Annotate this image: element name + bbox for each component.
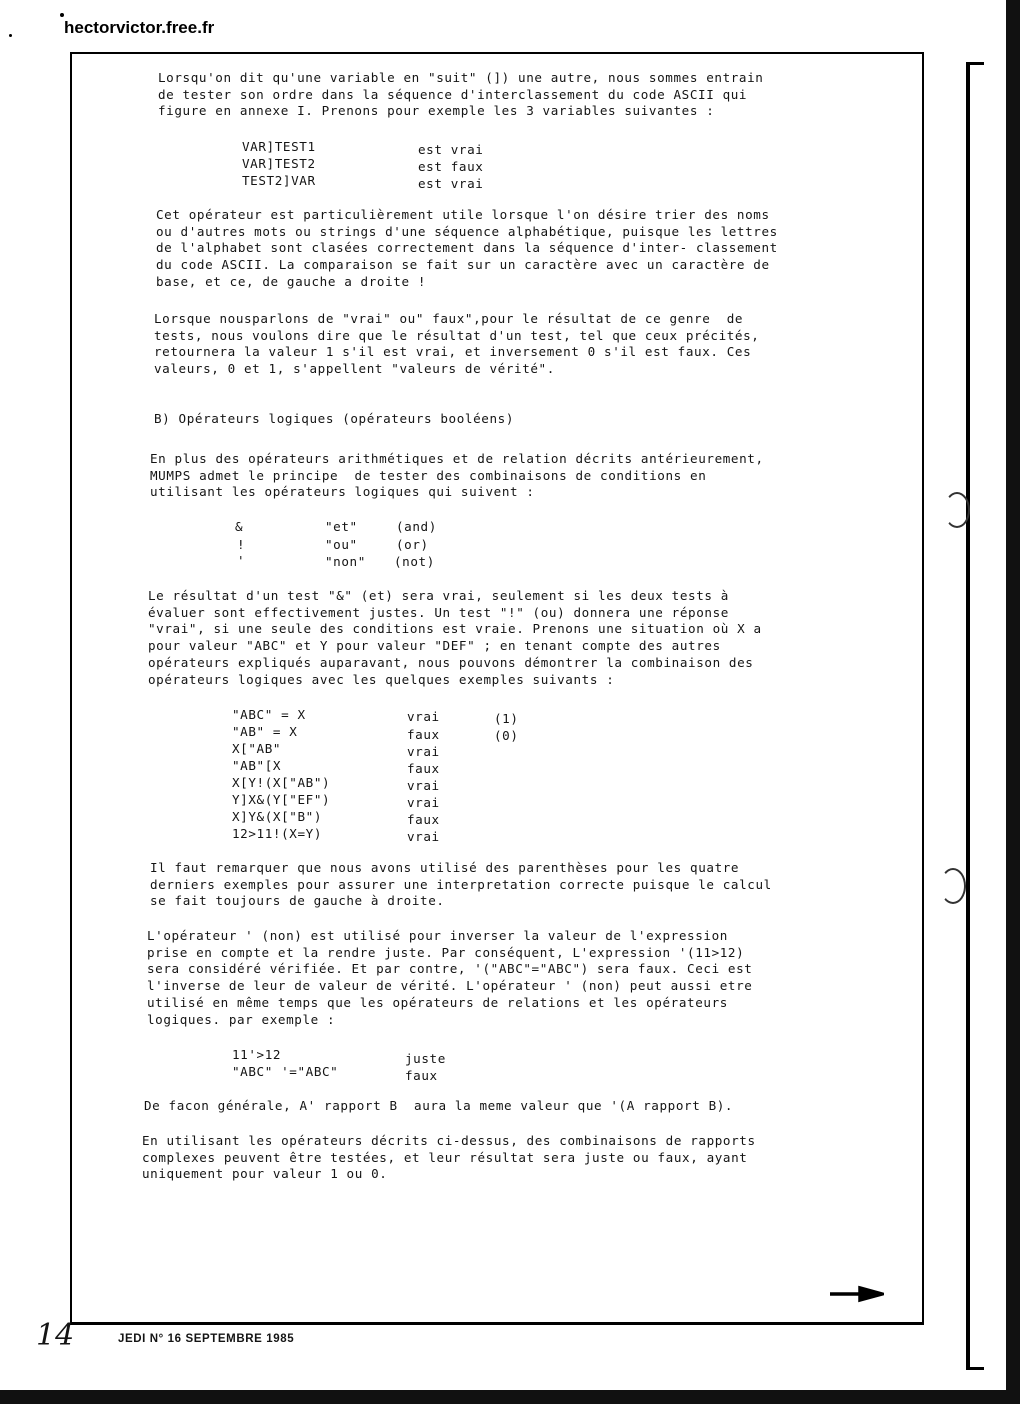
binder-hole-mark <box>944 492 970 528</box>
table-row: (or) <box>396 537 429 552</box>
paragraph-general-rule: De facon générale, A' rapport B aura la meme valeur que '(A rapport B). <box>144 1098 734 1113</box>
table-row: est vrai <box>418 176 484 191</box>
table-row: vrai <box>407 829 440 844</box>
table-row: (0) <box>494 728 519 743</box>
table-row: (and) <box>396 519 437 534</box>
adjacent-page-edge <box>966 62 984 1370</box>
table-row: TEST2]VAR <box>242 173 316 188</box>
table-row: "ABC" '="ABC" <box>232 1064 339 1079</box>
table-row: est faux <box>418 159 484 174</box>
table-row: faux <box>407 812 440 827</box>
table-row: & <box>235 519 244 534</box>
binder-hole-mark <box>940 868 966 904</box>
scan-bottom-edge <box>0 1390 1020 1404</box>
table-row: vrai <box>407 744 440 759</box>
table-row: (1) <box>494 711 519 726</box>
table-row: VAR]TEST2 <box>242 156 316 171</box>
table-row: est vrai <box>418 142 484 157</box>
paragraph-and-or: Le résultat d'un test "&" (et) sera vrai, seulement si les deux tests à évaluer sont effectivement justes. Un test "!" (ou) donnera une réponse "vrai", si une seule des conditions est vraie. Prenons une situation où X a pour valeur "ABC" et Y pour valeur "DEF" ; en tenant compte des autres opérateurs expliqués auparavant, nous pouvons démontrer la combinaison des opérateurs logiques avec les quelques exemples suivants : <box>148 588 762 687</box>
footer-journal: JEDI N° 16 SEPTEMBRE 1985 <box>118 1333 295 1345</box>
paragraph-sorting: Cet opérateur est particulièrement utile lorsque l'on désire trier des noms ou d'autres mots ou strings d'une séquence alphabétique, puisque les lettres de l'alphabet sont clasées correctement dans la séquence d'inter- classement du code ASCII. La comparaison se fait sur un caractère avec un caractère de base, et ce, de gauche a droite ! <box>156 207 778 289</box>
table-row: vrai <box>407 795 440 810</box>
table-row: juste <box>405 1051 446 1066</box>
table-row: X]Y&(X["B") <box>232 809 323 824</box>
speck-dot <box>60 13 64 17</box>
speck-dot <box>9 34 12 37</box>
table-row: "et" <box>325 519 358 534</box>
table-row: faux <box>407 727 440 742</box>
table-row: 12>11!(X=Y) <box>232 826 323 841</box>
table-row: faux <box>407 761 440 776</box>
site-url: hectorvictor.free.fr <box>64 18 215 37</box>
scan-edge <box>1006 0 1020 1404</box>
paragraph-not-operator: L'opérateur ' (non) est utilisé pour inverser la valeur de l'expression prise en compte et la rendre juste. Par conséquent, L'expression '(11>12) sera considéré vérifiée. Et par contre, '("ABC"="ABC") sera faux. Ceci est l'inverse de leur de valeur de vérité. L'opérateur ' (non) peut aussi etre utilisé en même temps que les opérateurs de relations et les opérateurs logiques. par exemple : <box>147 928 753 1027</box>
table-row: ! <box>237 537 246 552</box>
paragraph-parentheses: Il faut remarquer que nous avons utilisé des parenthèses pour les quatre derniers exemples pour assurer une interpretation correcte puisque le calcul se fait toujours de gauche à droite. <box>150 860 772 909</box>
table-row: VAR]TEST1 <box>242 139 316 154</box>
table-row: 11'>12 <box>232 1047 282 1062</box>
page-number: 14 <box>36 1318 75 1353</box>
table-row: "ou" <box>325 537 358 552</box>
table-row: X["AB" <box>232 741 282 756</box>
paragraph-intro: Lorsqu'on dit qu'une variable en "suit" (]) une autre, nous sommes entrain de tester son ordre dans la séquence d'interclassement du code ASCII qui figure en annexe I. Prenons pour exemple les 3 variables suivantes : <box>158 70 764 119</box>
table-row: ' <box>237 553 246 568</box>
table-row: (not) <box>394 554 435 569</box>
paragraph-conclusion: En utilisant les opérateurs décrits ci-dessus, des combinaisons de rapports complexes peuvent être testées, et leur résultat sera juste ou faux, ayant uniquement pour valeur 1 ou 0. <box>142 1133 756 1182</box>
table-row: vrai <box>407 709 440 724</box>
table-row: vrai <box>407 778 440 793</box>
table-row: Y]X&(Y["EF") <box>232 792 331 807</box>
table-row: "ABC" = X <box>232 707 306 722</box>
paragraph-truth-values: Lorsque nousparlons de "vrai" ou" faux",pour le résultat de ce genre de tests, nous voulons dire que le résultat d'un test, tel que ceux précités, retournera la valeur 1 s'il est vrai, et inversement 0 s'il est faux. Ces valeurs, 0 et 1, s'appellent "valeurs de vérité". <box>154 311 760 377</box>
table-row: "AB"[X <box>232 758 282 773</box>
table-row: "non" <box>325 554 366 569</box>
table-row: "AB" = X <box>232 724 298 739</box>
table-row: faux <box>405 1068 438 1083</box>
section-heading-b: B) Opérateurs logiques (opérateurs booléens) <box>154 411 515 426</box>
continue-arrow-icon <box>828 1284 884 1304</box>
paragraph-logical-ops: En plus des opérateurs arithmétiques et de relation décrits antérieurement, MUMPS admet le principe de tester des combinaisons de conditions en utilisant les opérateurs logiques qui suivent : <box>150 451 764 500</box>
table-row: X[Y!(X["AB") <box>232 775 331 790</box>
